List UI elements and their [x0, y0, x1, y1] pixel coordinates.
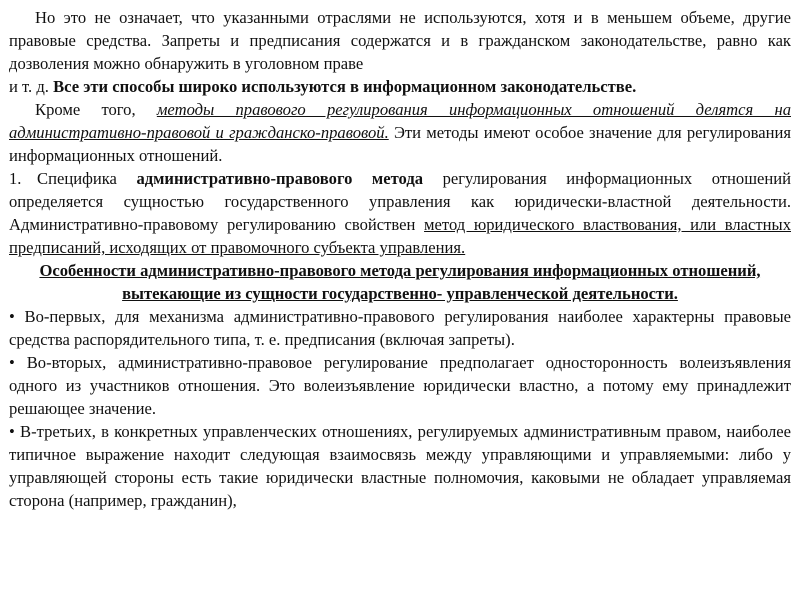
paragraph-intro — [9, 6, 791, 98]
bullet-item — [9, 420, 791, 512]
bullet-marker: • — [9, 353, 15, 372]
section-heading: Особенности административно-правового метода регулирования информационных отношений, вытекающие из сущности государственно- управленческой деятельности. — [39, 261, 761, 303]
item-text-a: Специфика — [37, 169, 117, 188]
intro-text-etc: и т. д. — [9, 77, 49, 96]
item-underlined: метод юридического властвования, или властных предписаний, исходящих от правомочного субъекта управления. — [9, 215, 791, 257]
intro-text: Но это не означает, что указанными отраслями не используются, хотя и в меньшем объеме, другие правовые средства. Запреты и предписания содержатся и в гражданском законодательстве, равно как дозволения можно обнаружить в уголовном праве — [9, 8, 791, 73]
bullet-item — [9, 351, 791, 420]
item-text-b: регулирования информационных отношений определяется сущностью государственного управления как юридически-властной деятельности. Административно-правовому регулированию свойствен — [9, 169, 791, 234]
paragraph-methods — [9, 98, 791, 167]
intro-bold-statement: Все эти способы широко используются в информационном законодательстве. — [53, 77, 637, 96]
slide-body — [9, 6, 791, 512]
methods-prefix: Кроме того, — [35, 100, 136, 119]
item-number: 1. — [9, 169, 22, 188]
bullet-text: В-третьих, в конкретных управленческих отношениях, регулируемых административным правом, наиболее типичное выражение находит следующая взаимосвязь между управляющими и управляемыми: либо у управляющей стороны есть такие юридически властные полномочия, каковыми не обладает управляемая сторона (например, гражданин), — [9, 422, 791, 510]
bullet-text: Во-первых, для механизма административно-правового регулирования наиболее характерны правовые средства распорядительного типа, т. е. предписания (включая запреты). — [9, 307, 791, 349]
bullet-text: Во-вторых, административно-правовое регулирование предполагает односторонность волеизъявления одного из участников отношения. Это волеизъявление юридически властно, а потому ему принадлежит решающее значение. — [9, 353, 791, 418]
bullet-marker: • — [9, 422, 15, 441]
numbered-item-1 — [9, 167, 791, 259]
bullet-item — [9, 305, 791, 351]
bullet-marker: • — [9, 307, 15, 326]
methods-underlined: методы правового регулирования информационных отношений делятся на административно-правовой и гражданско-правовой. — [9, 100, 791, 142]
methods-suffix: Эти методы имеют особое значение для регулирования информационных отношений. — [9, 123, 791, 165]
item-bold-term: административно-правового метода — [136, 169, 424, 188]
